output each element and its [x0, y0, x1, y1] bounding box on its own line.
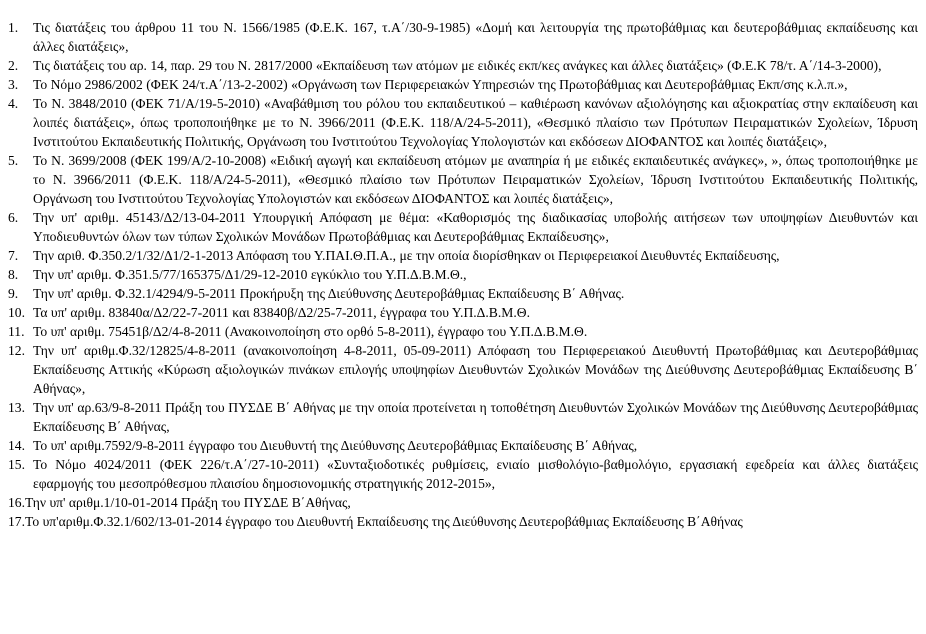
- list-item: [0, 398, 926, 436]
- list-item: [0, 455, 926, 493]
- item-text: Την υπ' αριθμ.Φ.32/12825/4-8-2011 (ανακοινοποίηση 4-8-2011, 05-09-2011) Απόφαση του Περιφερειακού Διευθυντή Πρωτοβάθμιας και Δευτεροβάθμιας Εκπαίδευσης Αττικής «Κύρωση αξιολογικών πινάκων επιλογής υποψηφίων Διευθυντών Σχολικών Μονάδων της Διεύθυνσης Δευτεροβάθμιας Εκπαίδευσης Β΄ Αθήνας»,: [33, 343, 918, 396]
- list-item: [0, 18, 926, 56]
- list-item: [0, 151, 926, 208]
- item-text: Την υπ' αριθμ.1/10-01-2014 Πράξη του ΠΥΣΔΕ Β΄Αθήνας,: [25, 495, 351, 510]
- list-item: [0, 246, 926, 265]
- item-text: Το Νόμο 4024/2011 (ΦΕΚ 226/τ.Α΄/27-10-2011) «Συνταξιοδοτικές ρυθμίσεις, ενιαίο μισθολόγιο-βαθμολόγιο, εργασιακή εφεδρεία και άλλες διατάξεις εφαρμογής του μεσοπρόθεσμου πλαισίου δημοσιονομικής στρατηγικής 2012-2015»,: [33, 457, 918, 491]
- item-text: Το Ν. 3699/2008 (ΦΕΚ 199/Α/2-10-2008) «Ειδική αγωγή και εκπαίδευση ατόμων με αναπηρία ή με ειδικές εκπαιδευτικές ανάγκες», », όπως τροποποιήθηκε με το Ν. 3966/2011 (Φ.Ε.Κ. 118/Α/24-5-2011), «Θεσμικό πλαίσιο των Πρότυπων Πειραματικών Σχολείων, Ίδρυση Ινστιτούτου Εκπαιδευτικής Πολιτικής, Οργάνωση του Ινστιτούτου Τεχνολογίας Υπολογιστών και εκδόσεων ΔΙΟΦΑΝΤΟΣ και λοιπές διατάξεις»,: [33, 153, 918, 206]
- item-number: 4.: [8, 96, 19, 111]
- item-number: 14.: [8, 438, 25, 453]
- list-item: [0, 284, 926, 303]
- item-number: 1.: [8, 20, 19, 35]
- list-item: [0, 436, 926, 455]
- item-text: Το Νόμο 2986/2002 (ΦΕΚ 24/τ.Α΄/13-2-2002) «Οργάνωση των Περιφερειακών Υπηρεσιών της Πρωτοβάθμιας και Δευτεροβάθμιας Εκπ/σης κ.λ.π.»,: [33, 77, 848, 92]
- item-number: 10.: [8, 305, 25, 320]
- item-number: 12.: [8, 343, 25, 358]
- item-number: 16.: [8, 495, 25, 510]
- item-number: 11.: [8, 324, 25, 339]
- item-text: Την υπ' αριθμ. Φ.32.1/4294/9-5-2011 Προκήρυξη της Διεύθυνσης Δευτεροβάθμιας Εκπαίδευσης Β΄ Αθήνας.: [33, 286, 625, 301]
- item-text: Τα υπ' αριθμ. 83840α/Δ2/22-7-2011 και 83840β/Δ2/25-7-2011, έγγραφα του Υ.Π.Δ.Β.Μ.Θ.: [33, 305, 530, 320]
- item-text: Το υπ' αριθμ.7592/9-8-2011 έγγραφο του Διευθυντή της Διεύθυνσης Δευτεροβάθμιας Εκπαίδευσης Β΄ Αθήνας,: [33, 438, 638, 453]
- list-item: [0, 75, 926, 94]
- item-number: 8.: [8, 267, 19, 282]
- item-text: Το υπ'αριθμ.Φ.32.1/602/13-01-2014 έγγραφο του Διευθυντή Εκπαίδευσης της Διεύθυνσης Δευτεροβάθμιας Εκπαίδευσης Β΄Αθήνας: [25, 514, 743, 529]
- item-number: 15.: [8, 457, 25, 472]
- list-item: [0, 265, 926, 284]
- list-item: [0, 512, 926, 531]
- decision-references-list: [0, 18, 926, 531]
- item-number: 17.: [8, 514, 25, 529]
- list-item: [0, 493, 926, 512]
- item-text: Την αριθ. Φ.350.2/1/32/Δ1/2-1-2013 Απόφαση του Υ.ΠΑΙ.Θ.Π.Α., με την οποία διορίσθηκαν οι Περιφερειακοί Διευθυντές Εκπαίδευσης,: [33, 248, 780, 263]
- list-item: [0, 303, 926, 322]
- item-text: Τις διατάξεις του αρ. 14, παρ. 29 του Ν. 2817/2000 «Εκπαίδευση των ατόμων με ειδικές εκπ/κες ανάγκες και άλλες διατάξεις» (Φ.Ε.Κ 78/τ. Α΄/14-3-2000),: [33, 58, 882, 73]
- item-text: Την υπ' αριθμ. Φ.351.5/77/165375/Δ1/29-12-2010 εγκύκλιο του Υ.Π.Δ.Β.Μ.Θ.,: [33, 267, 467, 282]
- list-item: [0, 208, 926, 246]
- item-number: 13.: [8, 400, 25, 415]
- item-text: Την υπ' αριθμ. 45143/Δ2/13-04-2011 Υπουργική Απόφαση με θέμα: «Καθορισμός της διαδικασίας υποβολής αιτήσεων των υποψηφίων Διευθυντών και Υποδιευθυντών όλων των τύπων Σχολικών Μονάδων Πρωτοβάθμιας και Δευτεροβάθμιας Εκπαίδευσης»,: [33, 210, 918, 244]
- item-number: 3.: [8, 77, 19, 92]
- item-text: Το υπ' αριθμ. 75451β/Δ2/4-8-2011 (Ανακοινοποίηση στο ορθό 5-8-2011), έγγραφο του Υ.Π.Δ.Β.Μ.Θ.: [33, 324, 588, 339]
- item-text: Τις διατάξεις του άρθρου 11 του Ν. 1566/1985 (Φ.Ε.Κ. 167, τ.Α΄/30-9-1985) «Δομή και λειτουργία της πρωτοβάθμιας και δευτεροβάθμιας εκπαίδευσης και άλλες διατάξεις»,: [33, 20, 918, 54]
- list-item: [0, 322, 926, 341]
- item-text: Το Ν. 3848/2010 (ΦΕΚ 71/Α/19-5-2010) «Αναβάθμιση του ρόλου του εκπαιδευτικού – καθιέρωση κανόνων αξιολόγησης και αξιοκρατίας στην εκπαίδευση και λοιπές διατάξεις», όπως τροποποιήθηκε με το Ν. 3966/2011 (Φ.Ε.Κ. 118/Α/24-5-2011), «Θεσμικό πλαίσιο των Πρότυπων Πειραματικών Σχολείων, Ίδρυση Ινστιτούτου Εκπαιδευτικής Πολιτικής, Οργάνωση του Ινστιτούτου Τεχνολογίας Υπολογιστών και εκδόσεων ΔΙΟΦΑΝΤΟΣ και λοιπές διατάξεις»,: [33, 96, 918, 149]
- item-number: 9.: [8, 286, 19, 301]
- item-text: Την υπ' αρ.63/9-8-2011 Πράξη του ΠΥΣΔΕ Β΄ Αθήνας με την οποία προτείνεται η τοποθέτηση Διευθυντών Σχολικών Μονάδων της Διεύθυνσης Δευτεροβάθμιας Εκπαίδευσης Β΄ Αθήνας,: [33, 400, 918, 434]
- list-item: [0, 94, 926, 151]
- item-number: 5.: [8, 153, 19, 168]
- item-number: 6.: [8, 210, 19, 225]
- item-number: 2.: [8, 58, 19, 73]
- list-item: [0, 341, 926, 398]
- item-number: 7.: [8, 248, 19, 263]
- list-item: [0, 56, 926, 75]
